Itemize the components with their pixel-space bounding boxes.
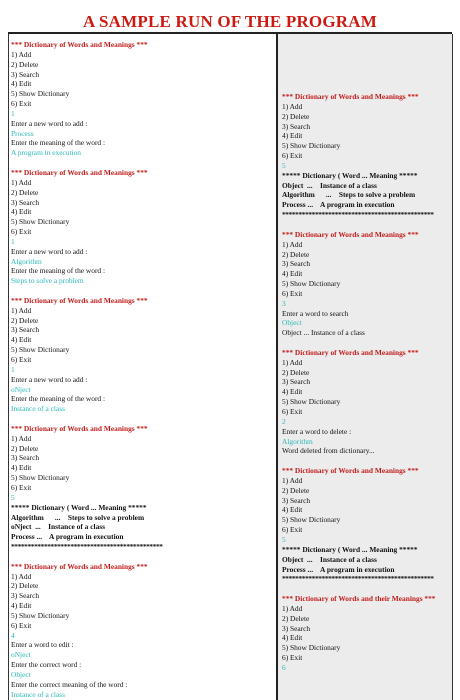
menu-heading: *** Dictionary of Words and Meanings *** bbox=[11, 423, 148, 433]
console-line: 4) Edit bbox=[11, 207, 32, 217]
console-line: 4) Edit bbox=[11, 463, 32, 473]
console-line: Enter a word to search bbox=[282, 308, 349, 318]
console-line: 1) Add bbox=[282, 101, 303, 111]
console-line: 3) Search bbox=[282, 259, 311, 269]
console-line: 1) Add bbox=[282, 357, 303, 367]
page-title: A SAMPLE RUN OF THE PROGRAM bbox=[83, 12, 377, 31]
console-line: 2) Delete bbox=[11, 187, 39, 197]
console-line: 6) Exit bbox=[11, 99, 32, 109]
console-line: 5) Show Dictionary bbox=[282, 141, 341, 151]
console-line: 4) Edit bbox=[282, 269, 303, 279]
console-line bbox=[282, 338, 452, 348]
user-input-line: Process bbox=[11, 128, 34, 138]
console-line: Word deleted from dictionary... bbox=[282, 446, 375, 456]
console-line: 2) Delete bbox=[282, 249, 310, 259]
console-line bbox=[282, 456, 452, 466]
user-input-line: Instance of a class bbox=[11, 689, 65, 699]
console-line: Enter a new word to add : bbox=[11, 246, 88, 256]
dictionary-listing-line: ********************************************** bbox=[282, 210, 434, 220]
menu-heading: *** Dictionary of Words and Meanings *** bbox=[282, 229, 419, 239]
console-line: 3) Search bbox=[11, 453, 40, 463]
dictionary-listing-line: ***** Dictionary ( Word ... Meaning ***** bbox=[11, 502, 147, 512]
console-line: 2) Delete bbox=[11, 443, 39, 453]
console-line: 1) Add bbox=[11, 433, 32, 443]
user-input-line: oNject bbox=[11, 384, 31, 394]
user-input-line: Algorithm bbox=[11, 256, 42, 266]
console-line: 4) Edit bbox=[11, 601, 32, 611]
console-line: 5) Show Dictionary bbox=[282, 397, 341, 407]
console-line: 2) Delete bbox=[282, 367, 310, 377]
dictionary-listing-line: ***** Dictionary ( Word ... Meaning ***** bbox=[282, 544, 418, 554]
console-line: Object ... Instance of a class bbox=[282, 328, 365, 338]
user-input-line: 1 bbox=[11, 236, 15, 246]
console-line bbox=[11, 552, 277, 562]
dictionary-listing-line: Process ... A program in execution bbox=[282, 564, 395, 574]
console-line: 4) Edit bbox=[282, 131, 303, 141]
menu-heading: *** Dictionary of Words and Meanings *** bbox=[11, 167, 148, 177]
console-line: 5) Show Dictionary bbox=[11, 217, 70, 227]
user-input-line: Steps to solve a problem bbox=[11, 276, 84, 286]
dictionary-listing-line: Object ... Instance of a class bbox=[282, 180, 377, 190]
console-line: 6) Exit bbox=[282, 288, 303, 298]
console-line: 3) Search bbox=[11, 197, 40, 207]
menu-heading: *** Dictionary of Words and Meanings *** bbox=[11, 561, 148, 571]
console-line: Enter a word to delete : bbox=[282, 426, 352, 436]
user-input-line: 6 bbox=[282, 662, 286, 672]
console-line: 2) Delete bbox=[11, 581, 39, 591]
console-line: 2) Delete bbox=[282, 613, 310, 623]
console-line bbox=[11, 286, 277, 296]
console-line: 6) Exit bbox=[11, 620, 32, 630]
console-line: 5) Show Dictionary bbox=[282, 279, 341, 289]
console-line bbox=[282, 220, 452, 230]
console-line: Enter the meaning of the word : bbox=[11, 266, 105, 276]
user-input-line: 5 bbox=[11, 492, 15, 502]
console-line: 2) Delete bbox=[282, 111, 310, 121]
user-input-line: Instance of a class bbox=[11, 404, 65, 414]
console-line: 1) Add bbox=[11, 571, 32, 581]
console-line: 3) Search bbox=[11, 69, 40, 79]
console-line: 6) Exit bbox=[11, 227, 32, 237]
right-console-column bbox=[278, 34, 453, 700]
menu-heading: *** Dictionary of Words and Meanings *** bbox=[282, 347, 419, 357]
console-line: 6) Exit bbox=[282, 407, 303, 416]
console-line: 4) Edit bbox=[11, 335, 32, 345]
console-line: 6) Exit bbox=[11, 482, 32, 492]
console-line: 4) Edit bbox=[11, 79, 32, 89]
console-line: 3) Search bbox=[282, 121, 311, 131]
dictionary-listing-line: Process ... A program in execution bbox=[282, 200, 395, 210]
dictionary-listing-line: Object ... Instance of a class bbox=[282, 554, 377, 564]
console-line: Enter the correct meaning of the word : bbox=[11, 679, 128, 689]
dictionary-listing-line: ***** Dictionary ( Word ... Meaning ***** bbox=[282, 170, 418, 180]
console-line: 1) Add bbox=[282, 239, 303, 249]
console-line: 4) Edit bbox=[282, 387, 303, 397]
console-line bbox=[11, 414, 277, 424]
dictionary-listing-line: Process ... A program in execution bbox=[11, 532, 124, 542]
user-input-line: 5 bbox=[282, 160, 286, 170]
console-line: 3) Search bbox=[11, 325, 40, 335]
left-console-output bbox=[9, 34, 277, 700]
console-line: 2) Delete bbox=[282, 485, 310, 495]
console-line: 5) Show Dictionary bbox=[11, 610, 70, 620]
user-input-line: Object bbox=[11, 670, 31, 679]
console-line: 5) Show Dictionary bbox=[11, 473, 70, 483]
console-line: 3) Search bbox=[282, 377, 311, 387]
user-input-line: 5 bbox=[282, 534, 286, 544]
console-line: Enter the correct word : bbox=[11, 660, 82, 670]
console-line bbox=[11, 158, 277, 168]
console-line: 6) Exit bbox=[282, 525, 303, 535]
console-line: 1) Add bbox=[11, 49, 32, 59]
console-line: 5) Show Dictionary bbox=[282, 643, 341, 653]
dictionary-listing-line: Algorithm ... Steps to solve a problem bbox=[11, 512, 145, 522]
console-line: 5) Show Dictionary bbox=[11, 89, 70, 99]
dictionary-listing-line: ********************************************** bbox=[11, 542, 163, 552]
menu-heading: *** Dictionary of Words and Meanings *** bbox=[282, 92, 419, 101]
user-input-line: 1 bbox=[11, 108, 15, 118]
console-line: 6) Exit bbox=[11, 355, 32, 364]
console-line: 1) Add bbox=[282, 475, 303, 485]
console-line: 6) Exit bbox=[282, 151, 303, 161]
user-input-line: 2 bbox=[282, 416, 286, 426]
console-line: 4) Edit bbox=[282, 505, 303, 515]
console-line: 5) Show Dictionary bbox=[282, 515, 341, 525]
user-input-line: 4 bbox=[11, 630, 15, 640]
user-input-line: 3 bbox=[282, 298, 286, 308]
console-line: 1) Add bbox=[11, 177, 32, 187]
user-input-line: Algorithm bbox=[282, 436, 313, 446]
console-line bbox=[282, 584, 452, 594]
console-line: 1) Add bbox=[282, 603, 303, 613]
console-line: 2) Delete bbox=[11, 59, 39, 69]
console-line: 3) Search bbox=[11, 591, 40, 601]
console-line: Enter a new word to add : bbox=[11, 118, 88, 128]
menu-heading: *** Dictionary of Words and Meanings *** bbox=[11, 295, 148, 305]
menu-heading: *** Dictionary of Words and Meanings *** bbox=[282, 466, 419, 476]
console-line: Enter a new word to add : bbox=[11, 374, 88, 384]
console-line: 4) Edit bbox=[282, 633, 303, 643]
console-line: 1) Add bbox=[11, 305, 32, 315]
user-input-line: oNject bbox=[11, 650, 31, 660]
console-line: Enter a word to edit : bbox=[11, 640, 74, 650]
menu-heading: *** Dictionary of Words and Meanings *** bbox=[11, 40, 148, 49]
console-line: 3) Search bbox=[282, 623, 311, 633]
dictionary-listing-line: ********************************************** bbox=[282, 574, 434, 584]
console-line: Enter the meaning of the word : bbox=[11, 394, 105, 404]
console-line: Enter the meaning of the word : bbox=[11, 138, 105, 148]
right-console-output bbox=[278, 34, 452, 673]
dictionary-listing-line: oNject ... Instance of a class bbox=[11, 522, 106, 532]
console-line: 6) Exit bbox=[282, 653, 303, 663]
console-line: 5) Show Dictionary bbox=[11, 345, 70, 355]
console-line: 2) Delete bbox=[11, 315, 39, 325]
console-line: 3) Search bbox=[282, 495, 311, 505]
user-input-line: Object bbox=[282, 318, 302, 328]
dictionary-listing-line: Algorithm ... Steps to solve a problem bbox=[282, 190, 416, 200]
menu-heading: *** Dictionary of Words and their Meanings *** bbox=[282, 594, 436, 604]
left-console-column bbox=[8, 34, 278, 700]
user-input-line: 1 bbox=[11, 364, 15, 374]
user-input-line: A program in execution bbox=[11, 148, 81, 158]
